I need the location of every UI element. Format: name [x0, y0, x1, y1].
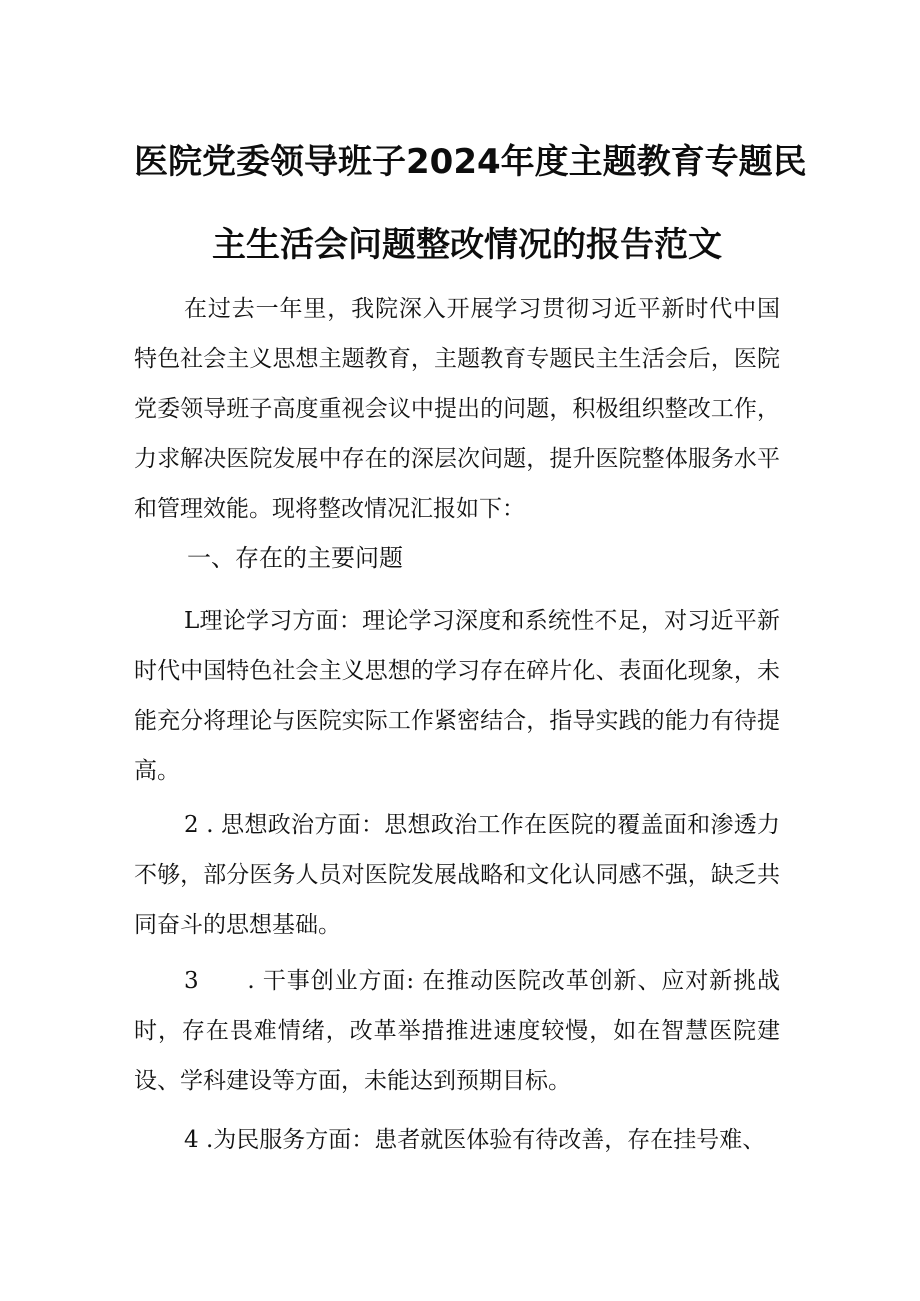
- problem-item-entrepreneurship: 3 . 干事创业方面: 在推动医院改革创新、应对新挑战时，存在畏难情绪，改革举措推进速度较慢，如在智慧医院建设、学科建设等方面，未能达到预期目标。: [134, 968, 780, 1094]
- problem-item-theory-study: L理论学习方面：理论学习深度和系统性不足，对习近平新时代中国特色社会主义思想的学习存在碎片化、表面化现象，未能充分将理论与医院实际工作紧密结合，指导实践的能力有待提高。: [134, 608, 780, 784]
- intro-paragraph: 在过去一年里，我院深入开展学习贯彻习近平新时代中国特色社会主义思想主题教育，主题教育专题民主生活会后，医院党委领导班子高度重视会议中提出的问题，积极组织整改工作，力求解决医院发展中存在的深层次问题，提升医院整体服务水平和管理效能。现将整改情况汇报如下：: [134, 296, 780, 522]
- document-title-line-1: 医院党委领导班子2024年度主题教育专题民: [134, 142, 807, 182]
- problem-item-ideology: 2 . 思想政治方面：思想政治工作在医院的覆盖面和渗透力不够，部分医务人员对医院发展战略和文化认同感不强，缺乏共同奋斗的思想基础。: [134, 812, 780, 938]
- problem-item-public-service: 4 .为民服务方面：患者就医体验有待改善，存在挂号难、: [184, 1127, 766, 1153]
- document-title-line-2: 主生活会问题整改情况的报告范文: [212, 225, 722, 265]
- section-heading-main-problems: 一、存在的主要问题: [187, 544, 403, 572]
